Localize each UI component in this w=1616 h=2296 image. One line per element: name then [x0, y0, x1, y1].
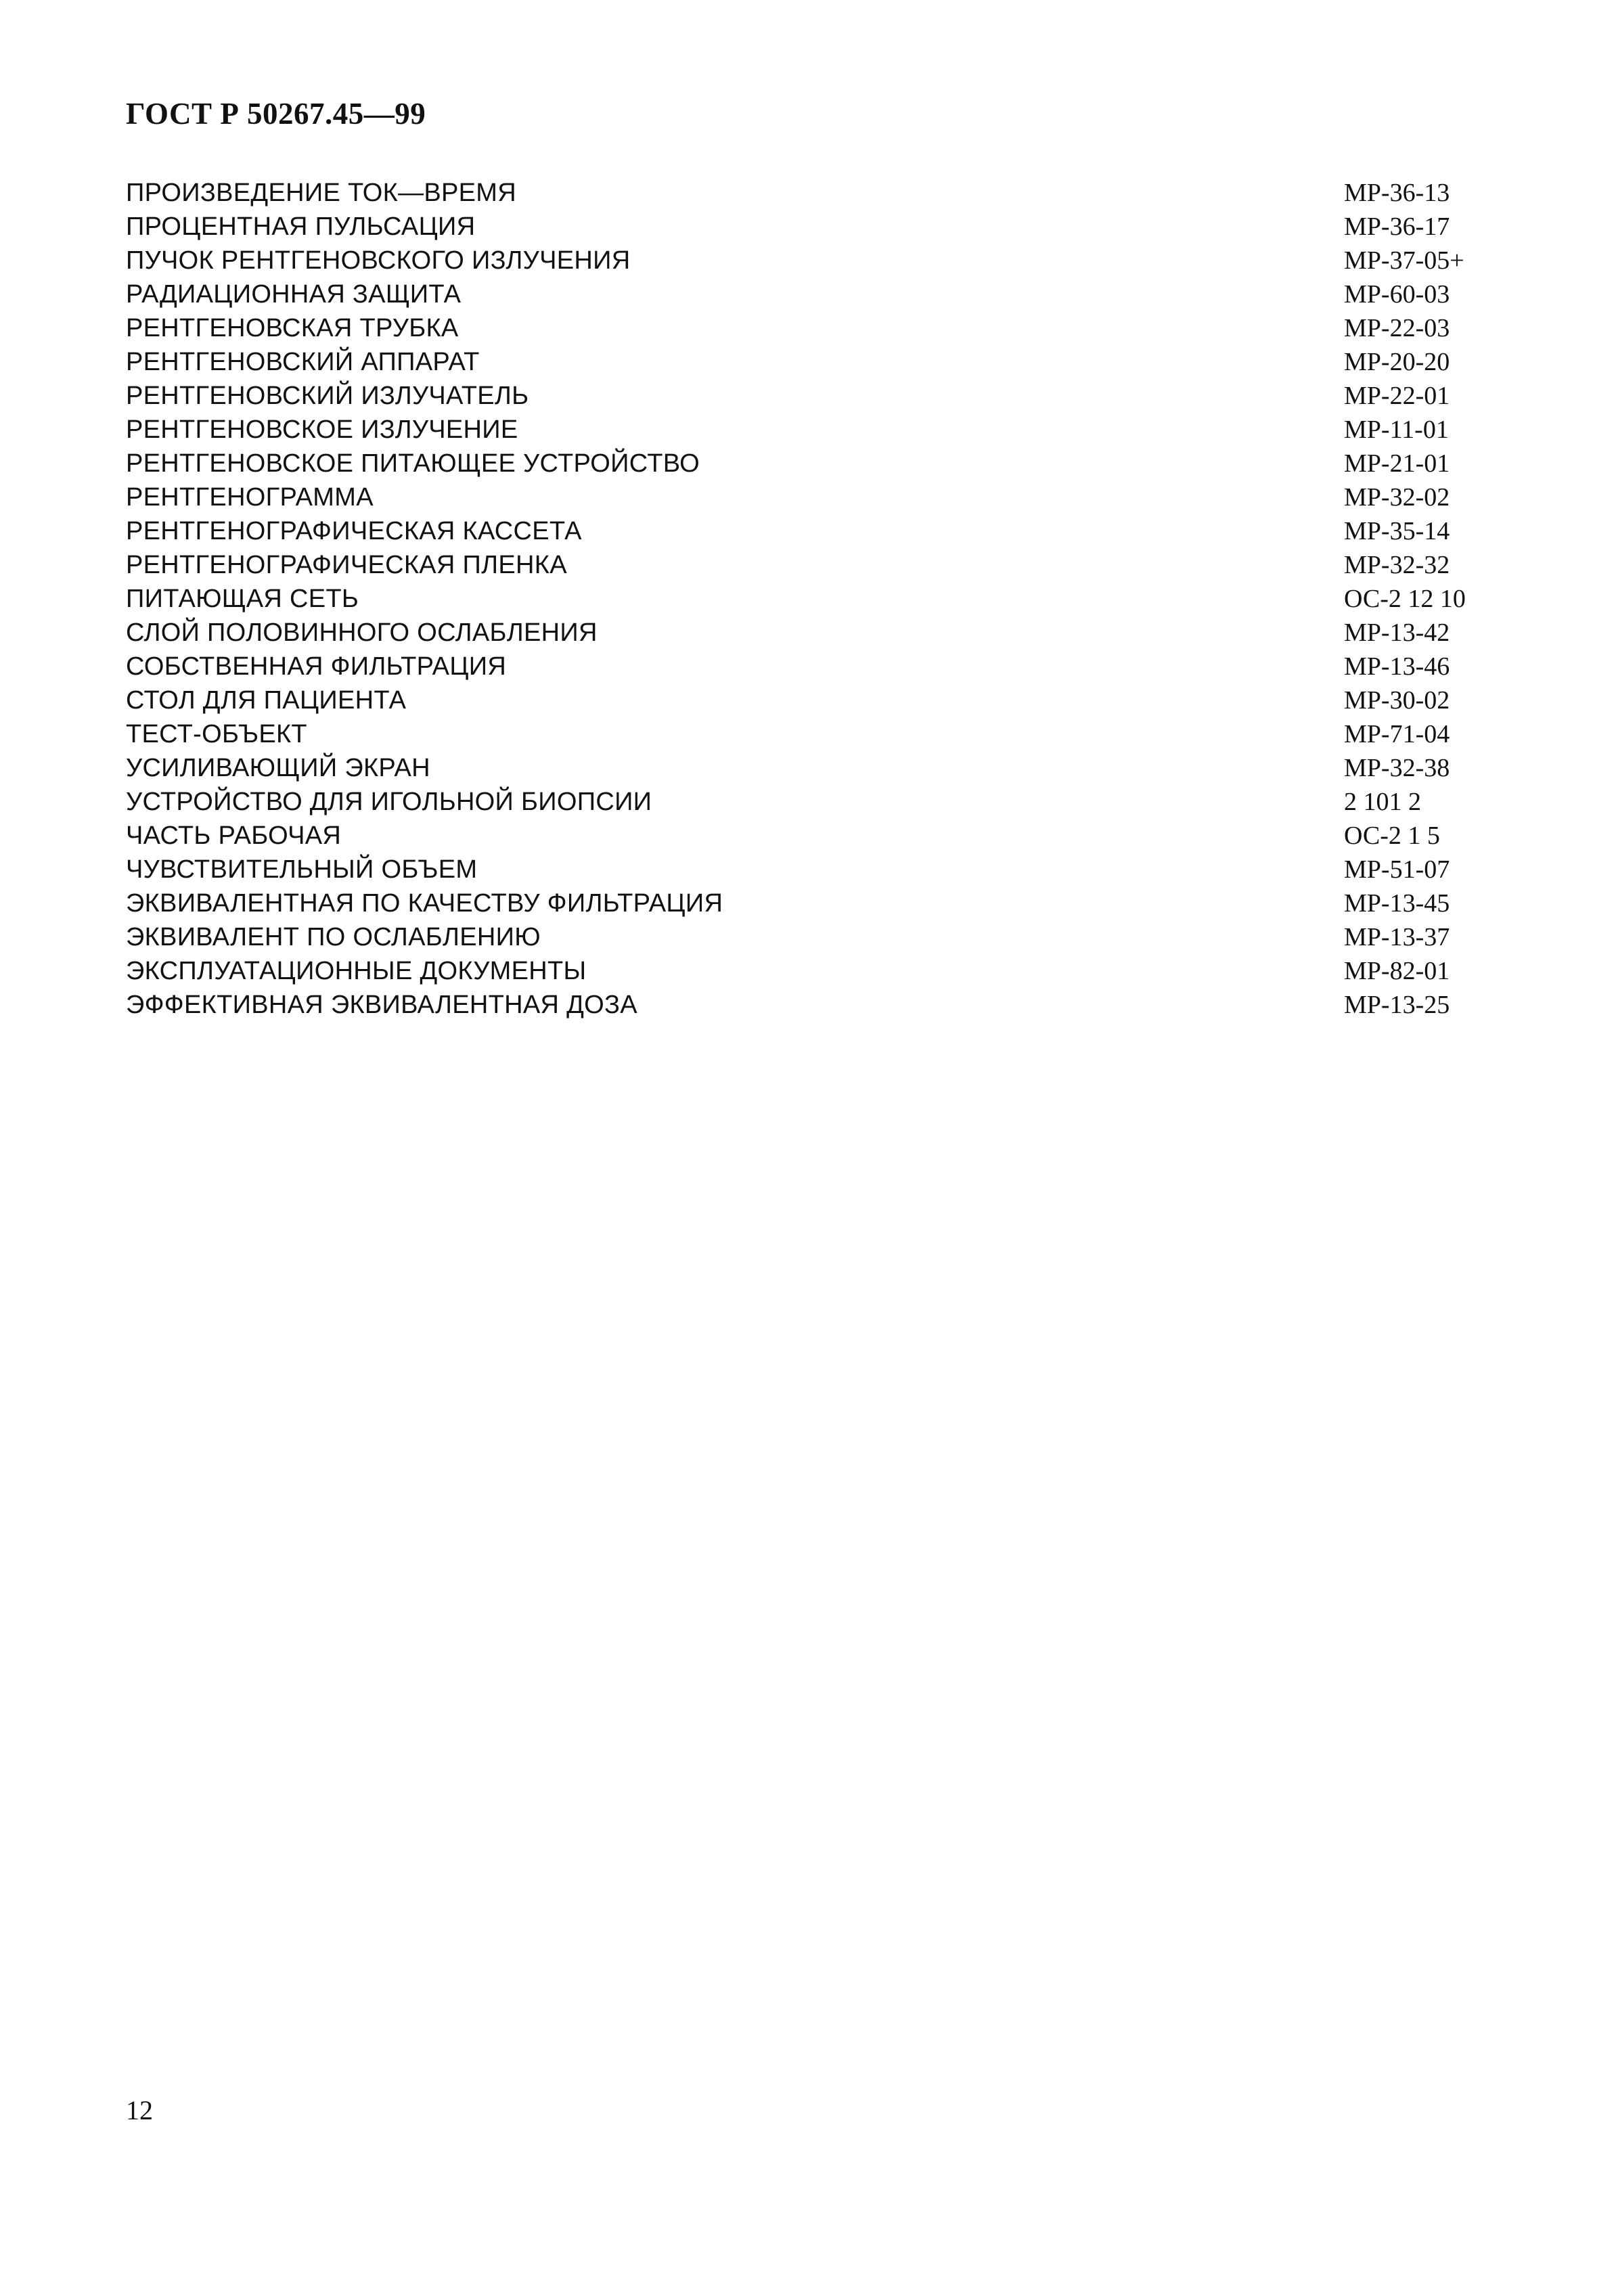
term-row [126, 277, 1479, 311]
term-code: МР-36-17 [1344, 212, 1450, 241]
term-name: СЛОЙ ПОЛОВИННОГО ОСЛАБЛЕНИЯ [126, 618, 598, 647]
term-name: ЭКСПЛУАТАЦИОННЫЕ ДОКУМЕНТЫ [126, 957, 587, 985]
term-name: ЭФФЕКТИВНАЯ ЭКВИВАЛЕНТНАЯ ДОЗА [126, 991, 637, 1019]
term-name: УСИЛИВАЮЩИЙ ЭКРАН [126, 754, 430, 782]
term-name: РЕНТГЕНОВСКИЙ ИЗЛУЧАТЕЛЬ [126, 382, 529, 410]
term-name: РЕНТГЕНОВСКАЯ ТРУБКА [126, 314, 459, 342]
term-name: ПРОИЗВЕДЕНИЕ ТОК—ВРЕМЯ [126, 179, 517, 207]
term-code: МР-21-01 [1344, 449, 1450, 478]
term-code: МР-60-03 [1344, 280, 1450, 309]
term-row [126, 886, 1479, 920]
term-code: МР-71-04 [1344, 720, 1450, 748]
term-row [126, 650, 1479, 683]
term-name: ЭКВИВАЛЕНТ ПО ОСЛАБЛЕНИЮ [126, 923, 541, 951]
term-name: УСТРОЙСТВО ДЛЯ ИГОЛЬНОЙ БИОПСИИ [126, 788, 652, 816]
term-row [126, 751, 1479, 785]
term-code: МР-32-38 [1344, 754, 1450, 782]
term-code: МР-13-37 [1344, 923, 1450, 951]
page-number: 12 [126, 2095, 153, 2125]
term-name: ПУЧОК РЕНТГЕНОВСКОГО ИЗЛУЧЕНИЯ [126, 246, 631, 275]
term-row [126, 717, 1479, 751]
term-code: МР-20-20 [1344, 348, 1450, 376]
term-row [126, 447, 1479, 480]
term-row [126, 582, 1479, 616]
term-code: МР-22-03 [1344, 314, 1450, 342]
term-code: МР-36-13 [1344, 179, 1450, 207]
term-code: ОС-2 12 10 [1344, 585, 1466, 613]
term-name: ЧУВСТВИТЕЛЬНЫЙ ОБЪЕМ [126, 855, 478, 884]
term-name: ПРОЦЕНТНАЯ ПУЛЬСАЦИЯ [126, 212, 476, 241]
term-code: МР-13-45 [1344, 889, 1450, 918]
term-row [126, 819, 1479, 853]
term-name: РЕНТГЕНОВСКОЕ ИЗЛУЧЕНИЕ [126, 415, 518, 444]
term-row [126, 853, 1479, 886]
term-code: МР-82-01 [1344, 957, 1450, 985]
term-name: СОБСТВЕННАЯ ФИЛЬТРАЦИЯ [126, 652, 507, 681]
term-row [126, 480, 1479, 514]
term-row [126, 514, 1479, 548]
term-row [126, 345, 1479, 379]
term-name: ЧАСТЬ РАБОЧАЯ [126, 821, 342, 850]
term-code: МР-13-46 [1344, 652, 1450, 681]
term-index-list [126, 176, 1479, 1022]
term-row [126, 988, 1479, 1022]
term-code: МР-11-01 [1344, 415, 1449, 444]
term-name: РЕНТГЕНОГРАММА [126, 483, 374, 512]
term-row [126, 954, 1479, 988]
term-row [126, 210, 1479, 244]
term-row [126, 785, 1479, 819]
term-code: МР-13-42 [1344, 618, 1450, 647]
term-name: РЕНТГЕНОВСКОЕ ПИТАЮЩЕЕ УСТРОЙСТВО [126, 449, 700, 478]
term-code: МР-35-14 [1344, 517, 1450, 545]
term-name: РАДИАЦИОННАЯ ЗАЩИТА [126, 280, 462, 309]
term-row [126, 379, 1479, 413]
term-code: МР-51-07 [1344, 855, 1450, 884]
term-code: МР-37-05+ [1344, 246, 1464, 275]
term-row [126, 548, 1479, 582]
term-name: ПИТАЮЩАЯ СЕТЬ [126, 585, 359, 613]
term-name: РЕНТГЕНОГРАФИЧЕСКАЯ ПЛЕНКА [126, 551, 567, 579]
term-row [126, 244, 1479, 277]
term-row [126, 311, 1479, 345]
term-name: ЭКВИВАЛЕНТНАЯ ПО КАЧЕСТВУ ФИЛЬТРАЦИЯ [126, 889, 723, 918]
term-row [126, 616, 1479, 650]
term-row [126, 176, 1479, 210]
term-name: РЕНТГЕНОВСКИЙ АППАРАТ [126, 348, 480, 376]
term-code: МР-22-01 [1344, 382, 1450, 410]
term-name: ТЕСТ-ОБЪЕКТ [126, 720, 307, 748]
term-name: СТОЛ ДЛЯ ПАЦИЕНТА [126, 686, 407, 715]
term-code: ОС-2 1 5 [1344, 821, 1440, 850]
term-code: МР-32-32 [1344, 551, 1450, 579]
term-code: МР-30-02 [1344, 686, 1450, 715]
term-code: 2 101 2 [1344, 788, 1421, 816]
term-row [126, 413, 1479, 447]
term-row [126, 920, 1479, 954]
term-row [126, 683, 1479, 717]
term-code: МР-32-02 [1344, 483, 1450, 512]
term-code: МР-13-25 [1344, 991, 1450, 1019]
term-name: РЕНТГЕНОГРАФИЧЕСКАЯ КАССЕТА [126, 517, 582, 545]
document-header: ГОСТ Р 50267.45—99 [126, 97, 426, 131]
